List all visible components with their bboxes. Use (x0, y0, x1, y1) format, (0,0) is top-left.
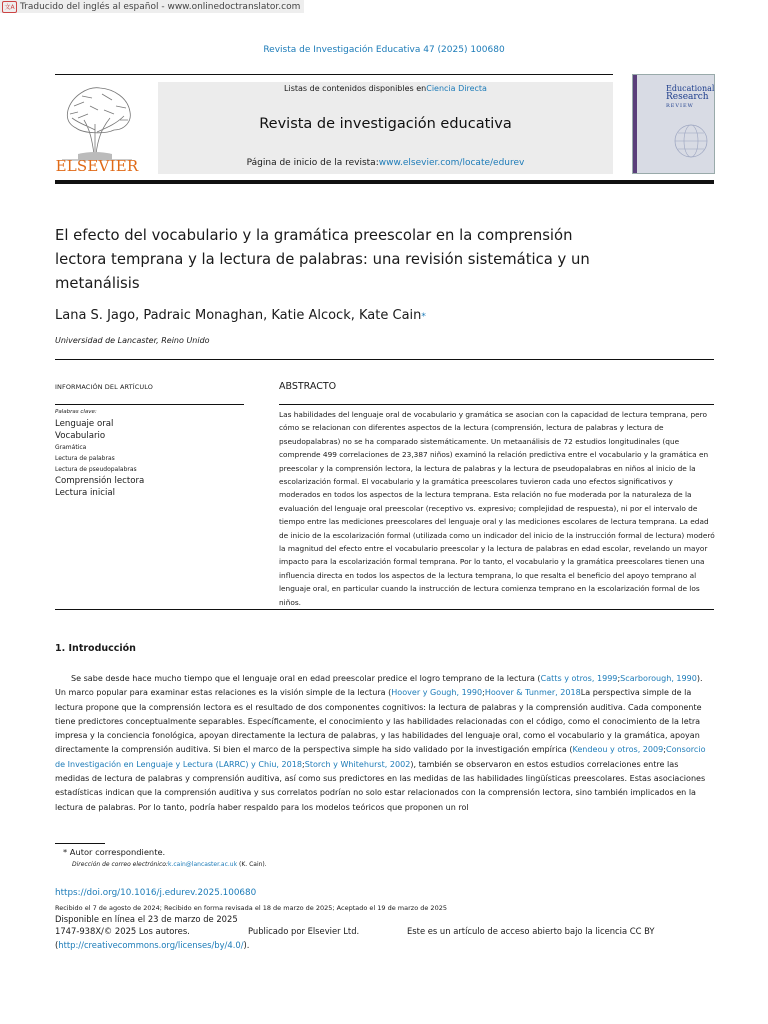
keyword: Lectura inicial (55, 488, 115, 498)
keywords-label: Palabras clave: (55, 409, 97, 415)
authors-line (55, 308, 426, 323)
citation-link[interactable]: Catts y otros, 1999 (540, 674, 618, 683)
license-close: ). (243, 940, 250, 950)
abstract-heading: ABSTRACTO (279, 381, 337, 392)
email-suffix: (K. Cain). (237, 861, 267, 868)
received-dates: Recibido el 7 de agosto de 2024; Recibido en forma revisada el 18 de marzo de 2025; Aceptado el 19 de marzo de 2025 (55, 904, 447, 912)
publisher-note: Publicado por Elsevier Ltd. (248, 926, 360, 936)
article-info-heading: INFORMACIÓN DEL ARTÍCULO (55, 383, 153, 391)
keyword: Lectura de palabras (55, 455, 115, 462)
footnote-rule (55, 843, 105, 844)
intro-text-run: ). Un marco popular para examinar estas relaciones es la visión simple de la lectura ( (55, 674, 703, 698)
issn-copyright: 1747-938X/© 2025 Los autores. (55, 926, 190, 936)
cover-globe-graphic (673, 123, 709, 159)
sciencedirect-link[interactable]: Ciencia Directa (426, 84, 487, 93)
online-date: Disponible en línea el 23 de marzo de 2025 (55, 914, 238, 924)
author-names: Lana S. Jago, Padraic Monaghan, Katie Alcock, Kate Cain (55, 308, 422, 323)
corresponding-author-note: * Autor correspondiente. (63, 847, 166, 857)
elsevier-wordmark: ELSEVIER (55, 157, 139, 175)
keywords-list (55, 418, 144, 499)
homepage-prefix: Página de inicio de la revista: (246, 158, 379, 168)
keyword: Lectura de pseudopalabras (55, 466, 137, 473)
section-divider (55, 359, 714, 360)
cover-title-line: Research (666, 92, 709, 102)
journal-title: Revista de investigación educativa (259, 116, 512, 132)
introduction-heading: 1. Introducción (55, 643, 136, 654)
article-info-rule (55, 404, 244, 405)
email-label: Dirección de correo electrónico: (72, 861, 168, 868)
email-note (72, 861, 267, 868)
keyword: Comprensión lectora (55, 476, 145, 486)
introduction-paragraph (55, 672, 715, 815)
citation-separator: ; (482, 688, 485, 698)
abstract-rule (279, 404, 714, 405)
citation-link[interactable]: Scarborough, 1990 (620, 674, 697, 683)
contents-line (158, 84, 613, 93)
license-open: ( (55, 940, 59, 950)
email-link[interactable]: k.cain@lancaster.ac.uk (167, 861, 238, 868)
homepage-line (158, 158, 613, 168)
citation-separator: ; (617, 674, 621, 683)
keyword: Vocabulario (55, 431, 106, 441)
citation-link[interactable]: Hoover y Gough, 1990 (391, 688, 483, 698)
section-divider (55, 609, 714, 610)
cover-title (666, 84, 714, 111)
citation-link[interactable]: Hoover & Tunmer, 2018 (484, 688, 581, 698)
keyword: Gramática (55, 444, 87, 451)
header-bottom-rule (55, 180, 714, 184)
citation-link[interactable]: Consorcio de Investigación en Lenguaje y Lectura (LARRC) y Chiu, 2018 (55, 745, 706, 769)
doi-link[interactable]: https://doi.org/10.1016/j.edurev.2025.100680 (55, 888, 257, 898)
affiliation: Universidad de Lancaster, Reino Unido (55, 336, 210, 345)
cover-title-line: Educational (666, 84, 715, 93)
abstract-text: Las habilidades del lenguaje oral de vocabulario y gramática se asocian con la capacidad de lectura temprana, pero cómo se relacionan con diferentes aspectos de la lectura (comprensión, lectura de palabras y lectura de pseudopalabras) no se ha comparado sistemáticamente. Un metaanálisis de 72 estudios longitudinales (que comprende 499 correlaciones de 23,387 niños) examinó la relación predictiva entre el vocabulario y la gramática en preescolar y la comprensión lectora, la lectura de palabras y la lectura de pseudopalabras en niños al inicio de la escolarización formal. El vocabulario y la gramática preescolares tuvieron cada uno efectos significativos y moderados en todos los aspectos de la lectura temprana. Esta relación no fue moderada por la naturaleza de la evaluación del lenguaje oral preescolar (receptivo vs. expresivo; complejidad de respuesta), ni por el intervalo de tiempo entre las mediciones preescolares del lenguaje oral y las mediciones escolares de lectura temprana. La edad de inicio de la escolarización formal (utilizada como un indicador del inicio de la instrucción formal de lectura) moderó la magnitud del efecto entre el vocabulario preescolar y la lectura de palabras en edad escolar, revelando un mayor impacto para la escolarización formal temprana. Por lo tanto, el vocabulario y la gramática preescolares tienen una influencia directa en todos los aspectos de la lectura temprana, lo que resalta el beneficio del apoyo temprano al lenguaje oral, en particular cuando la instrucción de lectura comienza temprano en la escolarización formal de los niños. (279, 410, 715, 607)
citation-link[interactable]: Storch y Whitehurst, 2002 (304, 759, 411, 769)
citation-separator: ; (302, 759, 305, 769)
cover-spine (633, 75, 637, 173)
translator-banner-text: Traducido del inglés al español - www.onlinedoctranslator.com (20, 1, 301, 12)
article-title: El efecto del vocabulario y la gramática preescolar en la comprensión lectora temprana y la lectura de palabras: una revisión sistemática y un metanálisis (55, 227, 590, 292)
journal-cover-image[interactable] (632, 74, 715, 174)
intro-text-run: ), también se observaron en estos estudios correlaciones entre las medidas de lectura de palabras y comprensión auditiva, así como sus predictores en las medidas de las habilidades lingüísticas preescolares. Estas asociaciones estadísticas indican que la comprensión auditiva y sus correlatos podrían no solo estar relacionados con la comprensión lectora, sino también implicados en la lectura de palabras. Por lo tanto, podría haber respaldo para los modelos teóricos que proponen un rol (55, 759, 706, 812)
keyword: Lenguaje oral (55, 419, 114, 429)
corresponding-author-mark[interactable]: * (421, 312, 426, 322)
license-line (55, 940, 249, 950)
translator-banner[interactable] (0, 0, 304, 13)
header-top-rule (55, 74, 613, 75)
license-link[interactable]: http://creativecommons.org/licenses/by/4.0/ (58, 940, 244, 950)
citation-link[interactable]: Kendeou y otros, 2009 (572, 745, 664, 755)
homepage-link[interactable]: www.elsevier.com/locate/edurev (378, 158, 525, 168)
open-access-note: Este es un artículo de acceso abierto bajo la licencia CC BY (407, 926, 655, 936)
cover-title-line: REVIEW (666, 103, 694, 109)
translate-icon: 文A (2, 1, 17, 13)
journal-reference[interactable]: Revista de Investigación Educativa 47 (2025) 100680 (263, 45, 505, 55)
intro-text-run: La perspectiva simple de la lectura propone que la comprensión lectora es el resultado de dos componentes cognitivos: la lectura de palabras y la comprensión auditiva. Cada componente tiene predictores conceptualmente separables. Específicamente, el conocimiento y las habilidades relacionadas con el código, como el conocimiento de la letra impresa y la conciencia fonológica, apoyan directamente la lectura de palabras, y las habilidades del lenguaje oral, como el vocabulario y la gramática, apoyan directamente la comprensión auditiva. Si bien el marco de la perspectiva simple ha sido validado por la investigación empírica ( (55, 688, 702, 755)
intro-text-run: Se sabe desde hace mucho tiempo que el lenguaje oral en edad preescolar predice el logro temprano de la lectura ( (71, 674, 541, 683)
contents-prefix: Listas de contenidos disponibles en (284, 84, 427, 93)
citation-separator: ; (663, 745, 667, 755)
